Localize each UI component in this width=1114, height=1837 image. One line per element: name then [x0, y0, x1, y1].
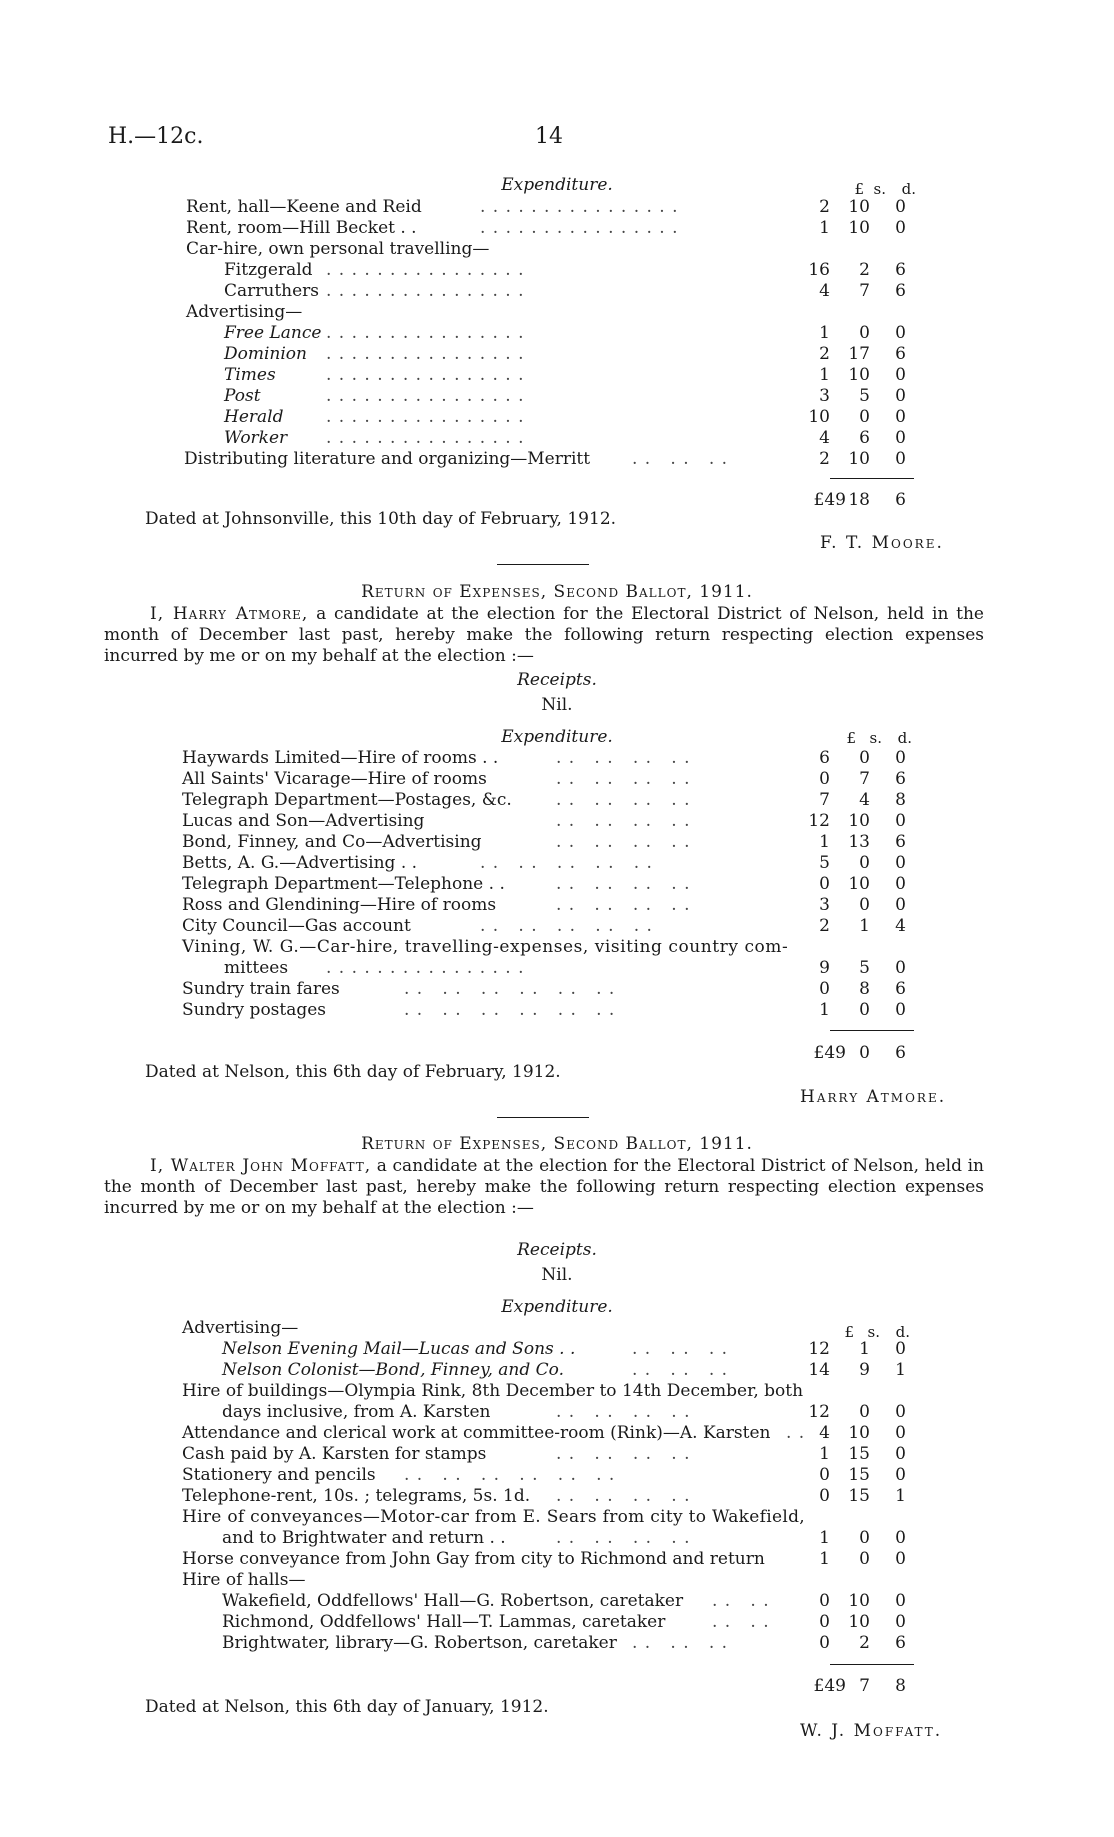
- row-pounds: 1: [819, 832, 830, 852]
- table-row: [0, 365, 1114, 386]
- row-pounds: 2: [819, 916, 830, 936]
- row-pounds: 12: [808, 811, 830, 831]
- total-pence: 6: [895, 1043, 906, 1063]
- s2-intro: [104, 604, 984, 667]
- leader-dots: . . . . . . . . . . . . . . . .: [326, 260, 525, 280]
- row-pounds: 6: [819, 748, 830, 768]
- row-description: Car-hire, own personal travelling—: [186, 239, 490, 259]
- row-description: Post: [224, 386, 261, 406]
- row-pounds: 0: [819, 769, 830, 789]
- row-shillings: 15: [848, 1444, 870, 1464]
- total-rule: [830, 1664, 914, 1665]
- row-pounds: 4: [819, 281, 830, 301]
- row-pounds: 0: [819, 874, 830, 894]
- row-shillings: 10: [848, 197, 870, 217]
- row-shillings: 7: [859, 281, 870, 301]
- row-shillings: 15: [848, 1486, 870, 1506]
- row-shillings: 13: [848, 832, 870, 852]
- table-row: [0, 1570, 1114, 1591]
- row-description: Wakefield, Oddfellows' Hall—G. Robertson, caretaker: [222, 1591, 684, 1611]
- row-shillings: 10: [848, 218, 870, 238]
- table-row: [0, 1381, 1114, 1402]
- row-description: Betts, A. G.—Advertising . .: [182, 853, 418, 873]
- row-description: and to Brightwater and return . .: [222, 1528, 506, 1548]
- row-shillings: 0: [859, 1402, 870, 1422]
- row-description: Carruthers: [224, 281, 320, 301]
- row-pounds: 0: [819, 1633, 830, 1653]
- row-pence: 6: [895, 979, 906, 999]
- row-pence: 0: [895, 958, 906, 978]
- row-pence: 6: [895, 260, 906, 280]
- s3-total-row: [0, 1676, 1114, 1697]
- total-shillings: 0: [859, 1043, 870, 1063]
- row-shillings: 2: [859, 1633, 870, 1653]
- total-pence: 8: [895, 1676, 906, 1696]
- row-description: Advertising—: [186, 302, 303, 322]
- table-row: [0, 1318, 1114, 1339]
- row-pounds: 5: [819, 853, 830, 873]
- s3-intro: [104, 1156, 984, 1219]
- row-pence: 0: [895, 811, 906, 831]
- table-row: [0, 1360, 1114, 1381]
- leader-dots: . . . . . . . .: [556, 1444, 691, 1464]
- row-description: Worker: [224, 428, 288, 448]
- row-shillings: 17: [848, 344, 870, 364]
- row-pounds: 2: [819, 344, 830, 364]
- row-pounds: 3: [819, 386, 830, 406]
- leader-dots: . . . . . . . . . . . . . . . .: [326, 407, 525, 427]
- row-description: Hire of conveyances—Motor-car from E. Sears from city to Wakefield,: [182, 1507, 805, 1527]
- s2-receipts-nil: Nil.: [541, 695, 573, 715]
- table-row: [0, 769, 1114, 790]
- leader-dots: . . . . . . . .: [556, 874, 691, 894]
- page-number: 14: [535, 124, 563, 149]
- row-shillings: 9: [859, 1360, 870, 1380]
- table-row: [0, 239, 1114, 260]
- row-shillings: 10: [848, 365, 870, 385]
- row-description: Telegraph Department—Postages, &c.: [182, 790, 512, 810]
- table-row: [0, 1549, 1114, 1570]
- row-shillings: 1: [859, 1339, 870, 1359]
- s3-candidate-name: I, Walter John Moffatt,: [150, 1156, 372, 1176]
- row-pounds: 1: [819, 1549, 830, 1569]
- table-row: [0, 260, 1114, 281]
- row-pence: 1: [895, 1360, 906, 1380]
- row-pounds: 16: [808, 260, 830, 280]
- row-shillings: 0: [859, 1528, 870, 1548]
- section-divider: [497, 1117, 589, 1118]
- s3-signature: W. J. Moffatt.: [800, 1721, 943, 1741]
- row-pence: 0: [895, 323, 906, 343]
- row-shillings: 1: [859, 916, 870, 936]
- leader-dots: . . . . . . . .: [556, 895, 691, 915]
- row-pence: 0: [895, 853, 906, 873]
- table-row: [0, 1423, 1114, 1444]
- table-row: [0, 407, 1114, 428]
- row-shillings: 6: [859, 428, 870, 448]
- row-pounds: 1: [819, 218, 830, 238]
- row-shillings: 0: [859, 748, 870, 768]
- leader-dots: . . . . . . . . . . . .: [404, 1465, 616, 1485]
- s3-title: Return of Expenses, Second Ballot, 1911.: [361, 1134, 753, 1154]
- col-shillings: s.: [869, 729, 882, 747]
- s3-intro-text: a candidate at the election for the Electoral District of Nelson, held in the month of December last past, hereby make the following return respecting election expenses incurred by me or on my behalf at the election :—: [104, 1156, 984, 1218]
- row-description: Distributing literature and organizing—Merritt: [184, 449, 591, 469]
- row-description: Ross and Glendining—Hire of rooms: [182, 895, 497, 915]
- leader-dots: . . . . . . . . . . . . . . . .: [326, 281, 525, 301]
- s2-dated-line: Dated at Nelson, this 6th day of February, 1912.: [145, 1062, 561, 1082]
- leader-dots: . . . . . . . .: [556, 1402, 691, 1422]
- row-shillings: 0: [859, 407, 870, 427]
- total-pence: 6: [895, 490, 906, 510]
- row-shillings: 0: [859, 1549, 870, 1569]
- row-shillings: 8: [859, 979, 870, 999]
- row-description: Fitzgerald: [224, 260, 313, 280]
- row-shillings: 2: [859, 260, 870, 280]
- row-shillings: 5: [859, 386, 870, 406]
- row-pence: 0: [895, 365, 906, 385]
- row-pence: 6: [895, 281, 906, 301]
- leader-dots: . . . . . . . . . . . . . . . .: [326, 365, 525, 385]
- table-row: [0, 197, 1114, 218]
- total-pounds: £49: [813, 1676, 846, 1696]
- row-description: Sundry postages: [182, 1000, 327, 1020]
- row-description: mittees: [224, 958, 289, 978]
- row-shillings: 4: [859, 790, 870, 810]
- row-pounds: 14: [808, 1360, 830, 1380]
- table-row: [0, 323, 1114, 344]
- row-shillings: 0: [859, 853, 870, 873]
- table-row: [0, 1339, 1114, 1360]
- table-row: [0, 1612, 1114, 1633]
- row-shillings: 10: [848, 449, 870, 469]
- leader-dots: . . . . . . . .: [556, 790, 691, 810]
- row-description: Hire of halls—: [182, 1570, 306, 1590]
- col-shillings: s.: [867, 1323, 880, 1341]
- row-pence: 0: [895, 449, 906, 469]
- row-pence: 0: [895, 1339, 906, 1359]
- s2-candidate-name: I, Harry Atmore,: [150, 604, 309, 624]
- row-description: Nelson Colonist—Bond, Finney, and Co.: [222, 1360, 564, 1380]
- s1-dated-line: Dated at Johnsonville, this 10th day of February, 1912.: [145, 509, 617, 529]
- row-shillings: 10: [848, 874, 870, 894]
- row-pounds: 12: [808, 1339, 830, 1359]
- row-description: Sundry train fares: [182, 979, 340, 999]
- row-pence: 0: [895, 1000, 906, 1020]
- s2-signature: Harry Atmore.: [800, 1087, 947, 1107]
- leader-dots: . . . . . . . .: [556, 769, 691, 789]
- table-row: [0, 428, 1114, 449]
- row-description: Dominion: [224, 344, 307, 364]
- leader-dots: . . . . . . . . . . . . . . . .: [326, 323, 525, 343]
- row-shillings: 5: [859, 958, 870, 978]
- row-description: Haywards Limited—Hire of rooms . .: [182, 748, 499, 768]
- table-row: [0, 1528, 1114, 1549]
- leader-dots: . . . . . . . .: [556, 832, 691, 852]
- row-pence: 0: [895, 1612, 906, 1632]
- table-row: [0, 281, 1114, 302]
- leader-dots: . .: [786, 1423, 806, 1443]
- row-pence: 1: [895, 1486, 906, 1506]
- table-row: [0, 958, 1114, 979]
- section-divider: [497, 564, 589, 565]
- s1-total-row: [0, 490, 1114, 511]
- leader-dots: . . . . . .: [632, 1633, 729, 1653]
- table-row: [0, 1486, 1114, 1507]
- row-pence: 0: [895, 1423, 906, 1443]
- leader-dots: . . . . . . . . . . . . . . . .: [326, 344, 525, 364]
- s2-expenditure-heading: Expenditure.: [501, 727, 613, 747]
- row-description: Advertising—: [182, 1318, 299, 1338]
- row-pounds: 2: [819, 449, 830, 469]
- row-description: Horse conveyance from John Gay from city to Richmond and return: [182, 1549, 765, 1569]
- leader-dots: . . . . . . . . . . . .: [404, 979, 616, 999]
- row-shillings: 10: [848, 1612, 870, 1632]
- row-shillings: 0: [859, 1000, 870, 1020]
- row-description: Nelson Evening Mail—Lucas and Sons . .: [222, 1339, 576, 1359]
- table-row: [0, 895, 1114, 916]
- s2-receipts-heading: Receipts.: [517, 670, 597, 690]
- row-description: Lucas and Son—Advertising: [182, 811, 425, 831]
- row-description: Vining, W. G.—Car-hire, travelling-expenses, visiting country com-: [182, 937, 789, 957]
- col-pounds: £: [854, 180, 864, 198]
- total-shillings: 18: [848, 490, 870, 510]
- row-description: All Saints' Vicarage—Hire of rooms: [182, 769, 487, 789]
- leader-dots: . . . . . . . .: [556, 748, 691, 768]
- row-pounds: 0: [819, 1591, 830, 1611]
- row-pence: 0: [895, 874, 906, 894]
- row-pounds: 9: [819, 958, 830, 978]
- leader-dots: . . . . . . . . . . . . . . . .: [326, 428, 525, 448]
- row-pence: 0: [895, 197, 906, 217]
- row-pence: 0: [895, 748, 906, 768]
- row-pounds: 1: [819, 365, 830, 385]
- row-pounds: 0: [819, 979, 830, 999]
- row-pence: 4: [895, 916, 906, 936]
- row-description: Richmond, Oddfellows' Hall—T. Lammas, caretaker: [222, 1612, 666, 1632]
- row-pence: 0: [895, 895, 906, 915]
- row-description: days inclusive, from A. Karsten: [222, 1402, 491, 1422]
- row-shillings: 10: [848, 1423, 870, 1443]
- total-pounds: £49: [813, 1043, 846, 1063]
- leader-dots: . . . . . .: [632, 1339, 729, 1359]
- table-row: [0, 916, 1114, 937]
- row-pence: 8: [895, 790, 906, 810]
- row-pence: 6: [895, 344, 906, 364]
- col-pence: d.: [895, 1323, 910, 1341]
- row-pence: 6: [895, 769, 906, 789]
- table-row: [0, 811, 1114, 832]
- table-row: [0, 1000, 1114, 1021]
- row-description: Herald: [224, 407, 284, 427]
- row-pence: 0: [895, 1591, 906, 1611]
- col-pence: d.: [897, 729, 912, 747]
- s1-expenditure-heading: Expenditure.: [501, 175, 613, 195]
- row-pounds: 0: [819, 1486, 830, 1506]
- table-row: [0, 1465, 1114, 1486]
- leader-dots: . . . . . .: [632, 1360, 729, 1380]
- row-pounds: 1: [819, 1000, 830, 1020]
- s2-total-row: [0, 1043, 1114, 1064]
- row-pounds: 10: [808, 407, 830, 427]
- table-row: [0, 1507, 1114, 1528]
- leader-dots: . . . . . . . . . . . . . . . .: [480, 197, 679, 217]
- row-pounds: 4: [819, 428, 830, 448]
- table-row: [0, 344, 1114, 365]
- s2-title: Return of Expenses, Second Ballot, 1911.: [361, 582, 753, 602]
- row-pence: 6: [895, 832, 906, 852]
- table-row: [0, 874, 1114, 895]
- row-pounds: 1: [819, 1528, 830, 1548]
- table-row: [0, 218, 1114, 239]
- table-row: [0, 449, 1114, 470]
- row-pounds: 2: [819, 197, 830, 217]
- row-shillings: 15: [848, 1465, 870, 1485]
- s3-receipts-heading: Receipts.: [517, 1240, 597, 1260]
- total-shillings: 7: [859, 1676, 870, 1696]
- row-pounds: 3: [819, 895, 830, 915]
- row-description: Brightwater, library—G. Robertson, caretaker: [222, 1633, 617, 1653]
- table-row: [0, 1633, 1114, 1654]
- row-description: Attendance and clerical work at committee-room (Rink)—A. Karsten: [182, 1423, 771, 1443]
- table-row: [0, 748, 1114, 769]
- row-shillings: 10: [848, 1591, 870, 1611]
- col-shillings: s.: [873, 180, 886, 198]
- leader-dots: . . . . . . . . . . . . . . . .: [480, 218, 679, 238]
- row-pounds: 12: [808, 1402, 830, 1422]
- row-pounds: 7: [819, 790, 830, 810]
- total-pounds: £49: [813, 490, 846, 510]
- row-pounds: 0: [819, 1612, 830, 1632]
- row-pence: 0: [895, 1549, 906, 1569]
- leader-dots: . . . .: [712, 1612, 770, 1632]
- leader-dots: . . . . . . . . . .: [480, 853, 653, 873]
- row-description: Telegraph Department—Telephone . .: [182, 874, 505, 894]
- table-row: [0, 1591, 1114, 1612]
- row-description: Stationery and pencils: [182, 1465, 376, 1485]
- row-pence: 0: [895, 1528, 906, 1548]
- table-row: [0, 302, 1114, 323]
- col-pounds: £: [844, 1323, 854, 1341]
- row-pence: 0: [895, 1465, 906, 1485]
- table-row: [0, 937, 1114, 958]
- row-description: Times: [224, 365, 276, 385]
- table-row: [0, 832, 1114, 853]
- leader-dots: . . . . . . . . . .: [480, 916, 653, 936]
- row-pounds: 1: [819, 323, 830, 343]
- row-shillings: 10: [848, 811, 870, 831]
- row-pence: 6: [895, 1633, 906, 1653]
- page-reference: H.—12c.: [108, 124, 204, 149]
- row-description: Bond, Finney, and Co—Advertising: [182, 832, 482, 852]
- row-description: Telephone-rent, 10s. ; telegrams, 5s. 1d.: [182, 1486, 531, 1506]
- table-row: [0, 1402, 1114, 1423]
- row-pounds: 1: [819, 1444, 830, 1464]
- row-description: Rent, room—Hill Becket . .: [186, 218, 417, 238]
- row-description: Hire of buildings—Olympia Rink, 8th December to 14th December, both: [182, 1381, 804, 1401]
- col-pounds: £: [846, 729, 856, 747]
- row-shillings: 0: [859, 895, 870, 915]
- row-pounds: 4: [819, 1423, 830, 1443]
- total-rule: [830, 1030, 914, 1031]
- row-pence: 0: [895, 407, 906, 427]
- row-pence: 0: [895, 218, 906, 238]
- table-row: [0, 853, 1114, 874]
- table-row: [0, 979, 1114, 1000]
- table-row: [0, 386, 1114, 407]
- leader-dots: . . . . . . . .: [556, 811, 691, 831]
- s2-column-headers: [0, 728, 1114, 749]
- s3-dated-line: Dated at Nelson, this 6th day of January, 1912.: [145, 1697, 549, 1717]
- col-pence: d.: [901, 180, 916, 198]
- s3-expenditure-heading: Expenditure.: [501, 1297, 613, 1317]
- row-pence: 0: [895, 386, 906, 406]
- row-description: Rent, hall—Keene and Reid: [186, 197, 422, 217]
- leader-dots: . . . . . . . . . . . . . . . .: [326, 386, 525, 406]
- row-description: Cash paid by A. Karsten for stamps: [182, 1444, 487, 1464]
- s3-receipts-nil: Nil.: [541, 1265, 573, 1285]
- leader-dots: . . . .: [712, 1591, 770, 1611]
- leader-dots: . . . . . .: [632, 449, 729, 469]
- leader-dots: . . . . . . . . . . . . . . . .: [326, 958, 525, 978]
- row-description: City Council—Gas account: [182, 916, 411, 936]
- table-row: [0, 790, 1114, 811]
- s1-signature: F. T. Moore.: [820, 533, 944, 553]
- leader-dots: . . . . . . . .: [556, 1486, 691, 1506]
- s2-intro-text: a candidate at the election for the Electoral District of Nelson, held in the month of December last past, hereby make the following return respecting election expenses incurred by me or on my behalf at the election :—: [104, 604, 984, 666]
- row-shillings: 7: [859, 769, 870, 789]
- leader-dots: . . . . . . . . . . . .: [404, 1000, 616, 1020]
- row-pounds: 0: [819, 1465, 830, 1485]
- row-pence: 0: [895, 428, 906, 448]
- row-pence: 0: [895, 1444, 906, 1464]
- row-description: Free Lance: [224, 323, 322, 343]
- leader-dots: . . . . . . . .: [556, 1528, 691, 1548]
- table-row: [0, 1444, 1114, 1465]
- total-rule: [830, 478, 914, 479]
- row-pence: 0: [895, 1402, 906, 1422]
- row-shillings: 0: [859, 323, 870, 343]
